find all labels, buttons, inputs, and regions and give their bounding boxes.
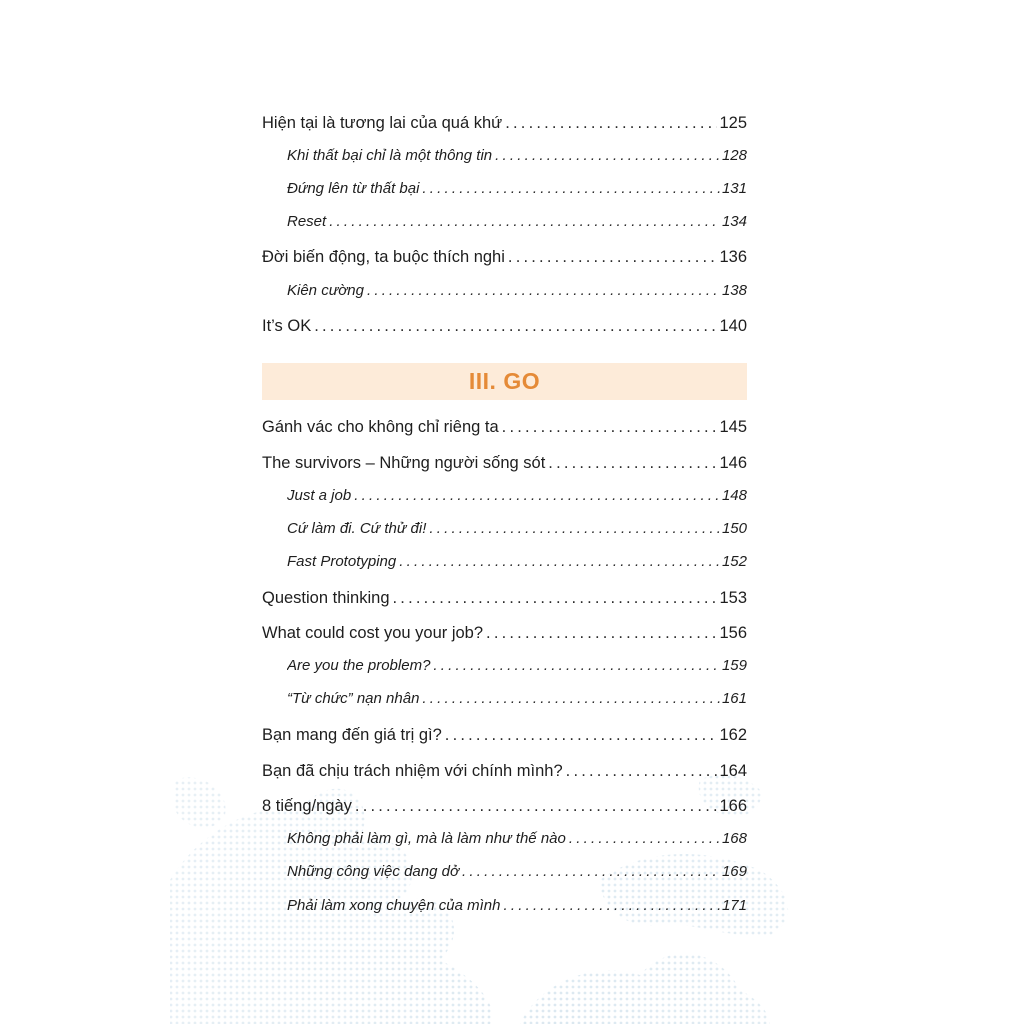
toc-entry-page: 145 bbox=[719, 418, 747, 436]
toc-entry-page: 156 bbox=[719, 624, 747, 642]
toc-subentry[interactable] bbox=[287, 897, 747, 914]
toc-subentry[interactable] bbox=[287, 213, 747, 230]
toc-entry-title: Bạn mang đến giá trị gì? bbox=[262, 726, 442, 744]
toc-subentry[interactable] bbox=[287, 863, 747, 880]
dot-leader bbox=[422, 690, 720, 707]
toc-entry-title: Đứng lên từ thất bại bbox=[287, 180, 420, 197]
dot-leader bbox=[354, 487, 720, 504]
toc-subentry[interactable] bbox=[287, 520, 747, 537]
toc-entry-title: Không phải làm gì, mà là làm như thế nào bbox=[287, 830, 566, 847]
toc-entry-title: Gánh vác cho không chỉ riêng ta bbox=[262, 418, 499, 436]
toc-entry[interactable] bbox=[262, 454, 747, 473]
dot-leader bbox=[505, 114, 717, 133]
toc-entry-title: Những công việc dang dở bbox=[287, 863, 460, 880]
toc-entry-page: 136 bbox=[719, 248, 747, 266]
toc-subentry[interactable] bbox=[287, 180, 747, 197]
toc-entry-title: Are you the problem? bbox=[287, 657, 431, 674]
toc-entry-title: Phải làm xong chuyện của mình bbox=[287, 897, 501, 914]
toc-subentry[interactable] bbox=[287, 147, 747, 164]
toc-entry[interactable] bbox=[262, 114, 747, 133]
toc-entry-page: 148 bbox=[721, 487, 747, 504]
toc-entry-title: Bạn đã chịu trách nhiệm với chính mình? bbox=[262, 762, 563, 780]
toc-entry[interactable] bbox=[262, 726, 747, 745]
section-title: III. GO bbox=[468, 368, 541, 394]
toc-entry-page: 134 bbox=[721, 213, 747, 230]
toc-entry-title: “Từ chức” nạn nhân bbox=[287, 690, 420, 707]
toc-entry[interactable] bbox=[262, 797, 747, 816]
dot-leader bbox=[462, 863, 720, 880]
toc-entry-title: Kiên cường bbox=[287, 282, 364, 299]
dot-leader bbox=[429, 520, 720, 537]
dot-leader bbox=[367, 282, 720, 299]
toc-entry-page: 168 bbox=[721, 830, 747, 847]
dot-leader bbox=[548, 454, 717, 473]
toc-entry-page: 153 bbox=[719, 589, 747, 607]
dot-leader bbox=[508, 248, 718, 267]
toc-entry-title: Khi thất bại chỉ là một thông tin bbox=[287, 147, 493, 164]
toc-subentry[interactable] bbox=[287, 657, 747, 674]
toc-subentry[interactable] bbox=[287, 690, 747, 707]
toc-entry[interactable] bbox=[262, 418, 747, 437]
toc-entry-page: 146 bbox=[719, 454, 747, 472]
dot-leader bbox=[495, 147, 720, 164]
dot-leader bbox=[393, 589, 718, 608]
toc-entry-title: 8 tiếng/ngày bbox=[262, 797, 352, 815]
toc-entry-title: Hiện tại là tương lai của quá khứ bbox=[262, 114, 503, 132]
toc-entry-page: 125 bbox=[719, 114, 747, 132]
toc-entry-title: Đời biến động, ta buộc thích nghi bbox=[262, 248, 505, 266]
dot-leader bbox=[566, 762, 718, 781]
toc-entry[interactable] bbox=[262, 762, 747, 781]
dot-leader bbox=[314, 317, 717, 336]
toc-entry-title: It’s OK bbox=[262, 317, 312, 335]
dot-leader bbox=[399, 553, 720, 570]
toc-entry[interactable] bbox=[262, 589, 747, 608]
toc-subentry[interactable] bbox=[287, 282, 747, 299]
toc-entry-page: 171 bbox=[721, 897, 747, 914]
toc-entry-page: 150 bbox=[721, 520, 747, 537]
dot-leader bbox=[329, 213, 720, 230]
toc-entry-page: 152 bbox=[721, 553, 747, 570]
toc-subentry[interactable] bbox=[287, 830, 747, 847]
toc-entry-page: 161 bbox=[721, 690, 747, 707]
dot-leader bbox=[355, 797, 718, 816]
toc-entry-title: The survivors – Những người sống sót bbox=[262, 454, 546, 472]
toc-subentry[interactable] bbox=[287, 553, 747, 570]
toc-entry-page: 166 bbox=[719, 797, 747, 815]
toc-entry-page: 169 bbox=[721, 863, 747, 880]
toc-entry-title: Fast Prototyping bbox=[287, 553, 397, 570]
toc-entry-page: 128 bbox=[721, 147, 747, 164]
dot-leader bbox=[486, 624, 717, 643]
toc-entry-page: 162 bbox=[719, 726, 747, 744]
toc-entry-page: 138 bbox=[721, 282, 747, 299]
toc-entry-title: What could cost you your job? bbox=[262, 624, 484, 642]
toc-entry-page: 164 bbox=[719, 762, 747, 780]
toc-entry-page: 140 bbox=[719, 317, 747, 335]
toc-entry-title: Reset bbox=[287, 213, 327, 230]
toc-entry-title: Just a job bbox=[287, 487, 352, 504]
toc-entry-title: Question thinking bbox=[262, 589, 390, 607]
dot-leader bbox=[502, 418, 718, 437]
toc-entry-page: 159 bbox=[721, 657, 747, 674]
dot-leader bbox=[445, 726, 718, 745]
section-header bbox=[262, 363, 747, 400]
dot-leader bbox=[569, 830, 720, 847]
toc-entry-title: Cứ làm đi. Cứ thử đi! bbox=[287, 520, 427, 537]
dot-leader bbox=[503, 897, 720, 914]
toc-entry[interactable] bbox=[262, 248, 747, 267]
dot-leader bbox=[422, 180, 720, 197]
toc-entry-page: 131 bbox=[721, 180, 747, 197]
toc-entry[interactable] bbox=[262, 624, 747, 643]
dot-leader bbox=[433, 657, 720, 674]
toc-subentry[interactable] bbox=[287, 487, 747, 504]
toc-entry[interactable] bbox=[262, 317, 747, 336]
